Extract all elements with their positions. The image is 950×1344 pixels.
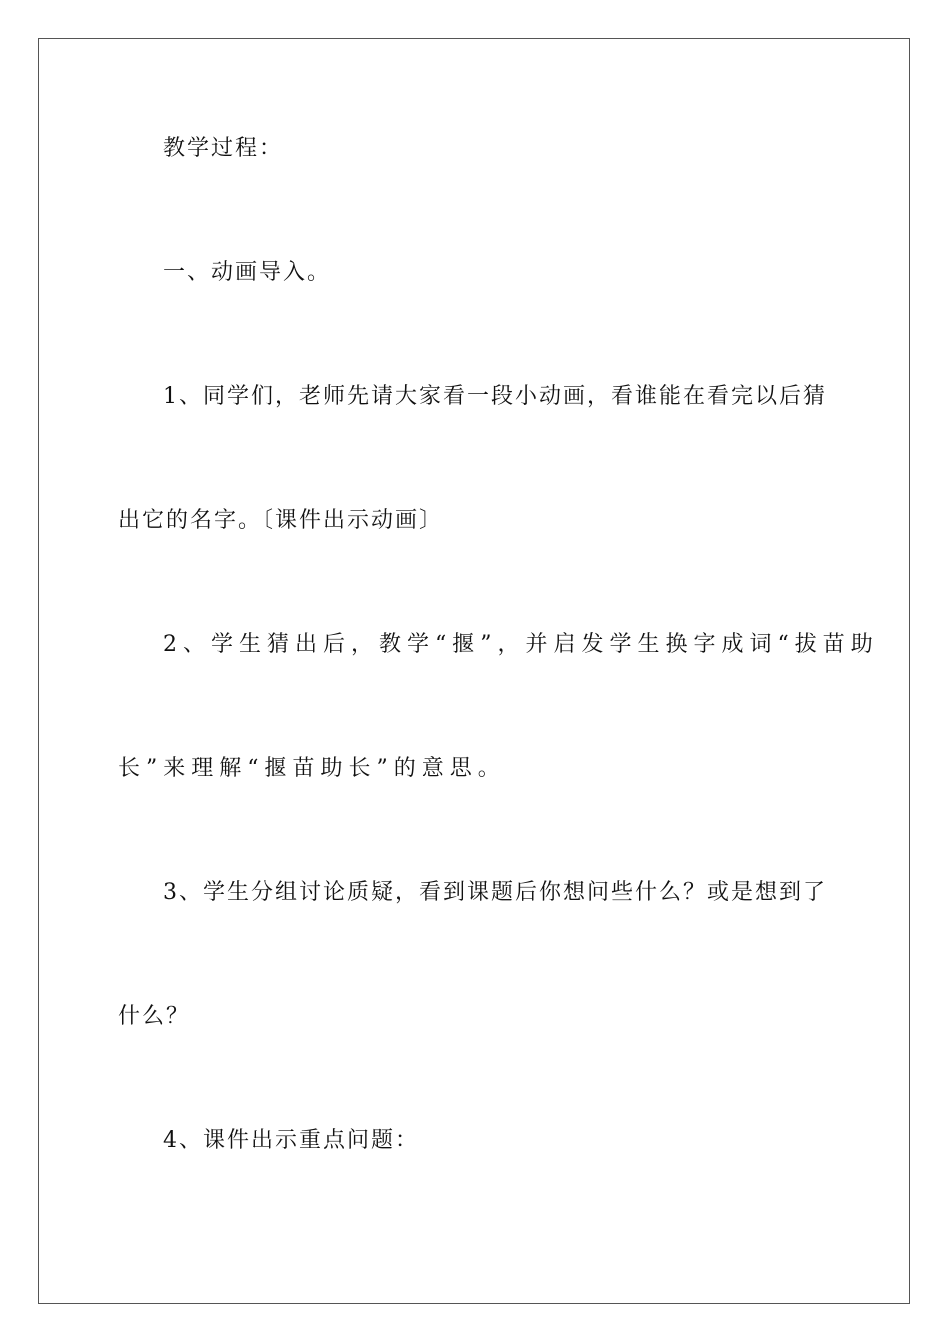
paragraph-2-line-1: 2、学生猜出后，教学“揠”，并启发学生换字成词“拔苗助	[163, 632, 879, 657]
section-heading-animation-intro: 一、动画导入。	[163, 260, 332, 285]
page-border	[38, 38, 910, 1304]
paragraph-1-line-1: 1、同学们，老师先请大家看一段小动画，看谁能在看完以后猜	[163, 384, 827, 409]
paragraph-2-line-2: 长”来理解“揠苗助长”的意思。	[118, 756, 506, 781]
paragraph-3-line-2: 什么？	[118, 1004, 191, 1029]
section-heading-teaching-process: 教学过程：	[163, 136, 284, 161]
paragraph-3-line-1: 3、学生分组讨论质疑，看到课题后你想问些什么？或是想到了	[163, 880, 827, 905]
paragraph-1-line-2: 出它的名字。〔课件出示动画〕	[118, 508, 444, 533]
paragraph-4-line-1: 4、课件出示重点问题：	[163, 1128, 419, 1153]
